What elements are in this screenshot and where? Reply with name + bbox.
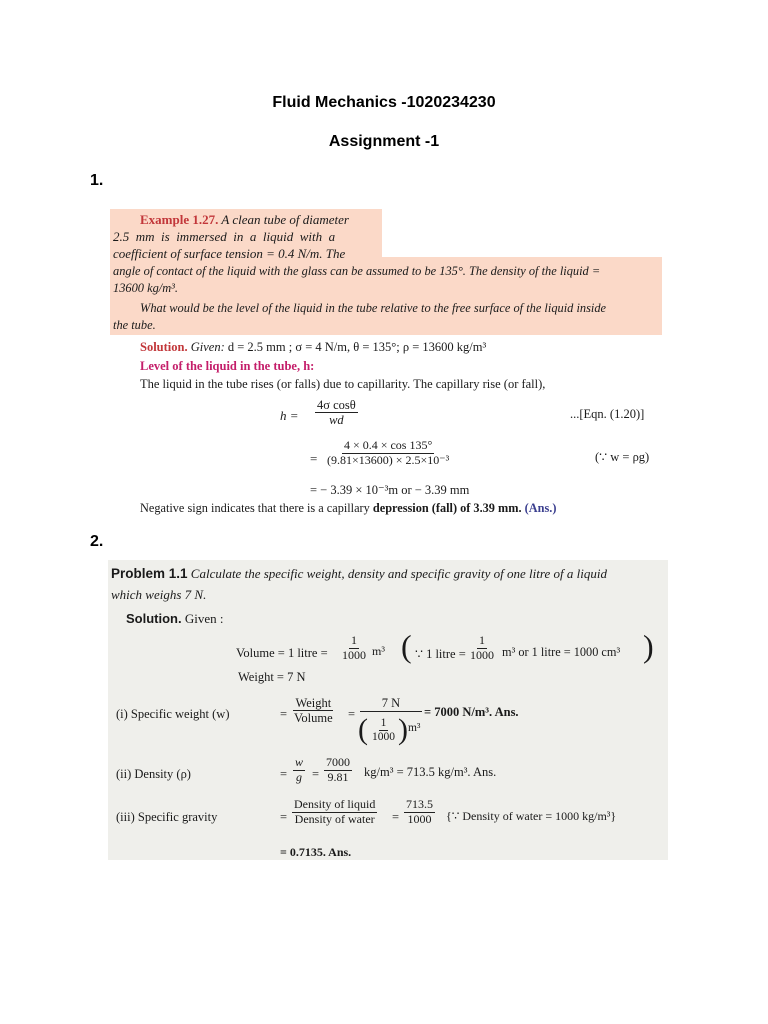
- volume-note-denominator: 1000: [470, 647, 494, 662]
- eq2-denominator: (9.81×13600) × 2.5×10⁻³: [327, 452, 450, 467]
- eq2-fraction: [325, 439, 451, 468]
- volume-numerator: 1: [351, 633, 357, 647]
- statement-line-5: 13600 kg/m³.: [113, 281, 178, 295]
- sg-note: {∵ Density of water = 1000 kg/m³}: [446, 809, 617, 823]
- sw-inner-unit: m³: [408, 722, 421, 734]
- eq2-numerator: 4 × 0.4 × cos 135°: [343, 438, 433, 452]
- sw-left-paren: (: [358, 713, 368, 746]
- specific-weight-result: = 7000 N/m³. Ans.: [424, 705, 519, 719]
- density-fraction-1: [293, 756, 305, 785]
- volume-note-post: m³ or 1 litre = 1000 cm³: [502, 645, 621, 659]
- density-numerator-2: 7000: [326, 755, 350, 769]
- volume-note-numerator: 1: [479, 633, 485, 647]
- course-title: Fluid Mechanics -1020234230: [272, 94, 496, 111]
- specific-weight-fraction: [292, 696, 335, 726]
- eq2-equals: =: [310, 451, 318, 466]
- sg-denominator: Density of water: [294, 811, 375, 826]
- eq1-lhs: h =: [280, 408, 299, 423]
- solution-label: Solution.: [140, 340, 188, 354]
- statement-line-1: A clean tube of diameter: [221, 212, 349, 227]
- eq2-note: (∵ w = ρg): [595, 450, 650, 464]
- given-values: d = 2.5 mm ; σ = 4 N/m, θ = 135°; ρ = 13600 kg/m³: [227, 340, 487, 354]
- sw-inner-denominator: 1000: [372, 731, 395, 744]
- sw-equals-2: =: [348, 707, 356, 721]
- question-2-scan: [108, 560, 668, 860]
- left-paren-glyph: (: [401, 628, 412, 664]
- weight-line: Weight = 7 N: [238, 670, 306, 684]
- capillarity-explanation: The liquid in the tube rises (or falls) due to capillarity. The capillary rise (or fall),: [140, 377, 546, 391]
- density-result-text: kg/m³ = 713.5 kg/m³. Ans.: [364, 765, 497, 779]
- conclusion-ans: (Ans.): [524, 501, 557, 515]
- density-denominator-2: 9.81: [327, 769, 349, 784]
- statement-line-4: angle of contact of the liquid with the glass can be assumed to be 135°. The density of the liquid =: [113, 264, 601, 278]
- given-label-2: Given :: [184, 611, 224, 626]
- sg-numerator-2: 713.5: [406, 797, 433, 811]
- assignment-title: Assignment -1: [328, 133, 440, 150]
- specific-gravity-result: = 0.7135. Ans.: [280, 845, 352, 859]
- density-equals: =: [280, 767, 288, 781]
- sw-numerator-2: 7 N: [360, 696, 422, 712]
- right-paren-glyph: ): [643, 628, 654, 664]
- density-result: [364, 765, 496, 780]
- solution-given-line: [140, 340, 486, 355]
- volume-denominator: 1000: [342, 647, 366, 662]
- statement-line-3: coefficient of surface tension = 0.4 N/m. The: [113, 246, 346, 261]
- density-equals-2: =: [312, 767, 320, 781]
- specific-weight-equals: =: [280, 707, 288, 721]
- density-fraction-2: [324, 756, 352, 785]
- example-heading: [140, 212, 349, 228]
- volume-label: Volume = 1 litre =: [236, 646, 328, 660]
- conclusion-text: Negative sign indicates that there is a capillary: [140, 501, 370, 515]
- specific-gravity-label: (iii) Specific gravity: [116, 810, 218, 824]
- sg-numerator: Density of liquid: [294, 797, 376, 811]
- sw-numerator: Weight: [295, 696, 332, 710]
- statement-line-2: 2.5 mm is immersed in a liquid with a: [113, 229, 336, 244]
- sg-equals-2: =: [392, 810, 400, 824]
- solution-label-2: Solution.: [126, 611, 182, 626]
- example-label: Example 1.27.: [140, 212, 219, 227]
- statement-line-6: What would be the level of the liquid in the tube relative to the free surface of the liquid inside: [140, 301, 607, 315]
- conclusion-line: [140, 501, 556, 516]
- question-number-1: 1.: [90, 172, 104, 189]
- sw-denominator: Volume: [294, 711, 333, 726]
- problem-line-1: Calculate the specific weight, density and specific gravity of one litre of a liquid: [190, 566, 607, 581]
- specific-gravity-fraction-2: [404, 798, 435, 827]
- density-denominator: g: [296, 769, 302, 784]
- statement-line-7: the tube.: [113, 318, 156, 332]
- problem-label: Problem 1.1: [111, 566, 188, 581]
- question-1-scan: [110, 205, 670, 518]
- eq3-result: = − 3.39 × 10⁻³m or − 3.39 mm: [310, 483, 470, 497]
- sw-inner-fraction: [370, 717, 397, 744]
- question-number-2: 2.: [90, 533, 104, 550]
- specific-weight-label: (i) Specific weight (w): [116, 707, 230, 721]
- density-label: (ii) Density (ρ): [116, 767, 191, 781]
- eq1-reference: ...[Eqn. (1.20)]: [570, 407, 645, 421]
- eq1-numerator: 4σ cosθ: [317, 398, 356, 412]
- volume-fraction: [340, 634, 368, 663]
- problem-heading: [111, 566, 607, 582]
- sw-inner-numerator: 1: [379, 717, 389, 731]
- volume-note-pre: ∵ 1 litre =: [415, 647, 466, 661]
- solution-given-line-2: [126, 611, 224, 627]
- given-label: Given:: [190, 340, 225, 354]
- volume-note-fraction: [468, 634, 496, 663]
- sg-denominator-2: 1000: [407, 811, 432, 826]
- density-numerator: w: [295, 755, 304, 769]
- volume-unit: m³: [372, 644, 385, 658]
- conclusion-bold: depression (fall) of 3.39 mm.: [372, 501, 522, 515]
- problem-line-2: which weighs 7 N.: [111, 587, 207, 602]
- eq1-denominator: wd: [329, 413, 344, 428]
- sw-right-paren: ): [398, 713, 408, 746]
- specific-gravity-fraction-1: [292, 798, 377, 827]
- specific-gravity-equals: =: [280, 810, 288, 824]
- eq1-fraction: [315, 398, 358, 428]
- level-subheading: Level of the liquid in the tube, h:: [140, 359, 315, 373]
